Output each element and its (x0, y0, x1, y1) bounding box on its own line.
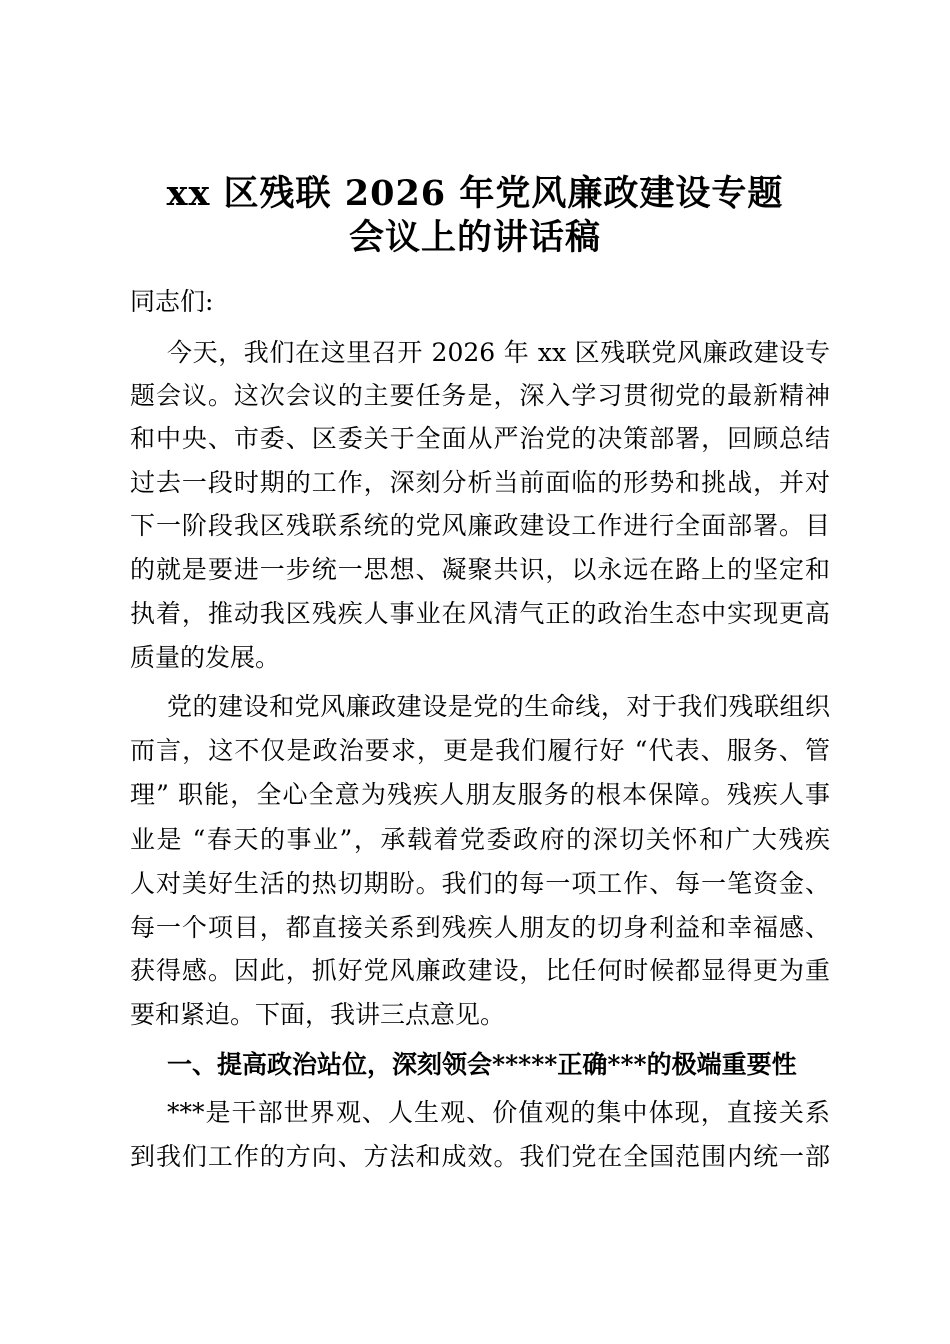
paragraph-1-line-2: 题会议。这次会议的主要任务是，深入学习贯彻党的最新精神 (130, 381, 830, 410)
section-heading-1: 一、提高政治站位，深刻领会*****正确***的极端重要性 (167, 1050, 797, 1079)
paragraph-2-line-3: 理” 职能，全心全意为残疾人朋友服务的根本保障。残疾人事 (130, 780, 830, 809)
paragraph-2-line-2: 而言，这不仅是政治要求，更是我们履行好 “代表、服务、管 (130, 736, 830, 765)
paragraph-2-line-4: 业是 “春天的事业”，承载着党委政府的深切关怀和广大残疾 (130, 825, 830, 854)
paragraph-1-line-6: 的就是要进一步统一思想、凝聚共识，以永远在路上的坚定和 (130, 555, 830, 584)
document-title-line-1: xx 区残联 2026 年党风廉政建设专题 (166, 173, 784, 214)
paragraph-1-line-8: 质量的发展。 (130, 643, 281, 672)
paragraph-1-line-3: 和中央、市委、区委关于全面从严治党的决策部署，回顾总结 (130, 424, 830, 453)
salutation: 同志们: (130, 287, 214, 316)
paragraph-1-line-1: 今天，我们在这里召开 2026 年 xx 区残联党风廉政建设专 (167, 338, 830, 367)
paragraph-2-line-1: 党的建设和党风廉政建设是党的生命线，对于我们残联组织 (167, 692, 830, 721)
paragraph-1-line-4: 过去一段时期的工作，深刻分析当前面临的形势和挑战，并对 (130, 468, 830, 497)
paragraph-1-line-5: 下一阶段我区残联系统的党风廉政建设工作进行全面部署。目 (130, 511, 830, 540)
paragraph-2-line-6: 每一个项目，都直接关系到残疾人朋友的切身利益和幸福感、 (130, 913, 830, 942)
paragraph-2-line-8: 要和紧迫。下面，我讲三点意见。 (130, 1000, 506, 1029)
paragraph-1-line-7: 执着，推动我区残疾人事业在风清气正的政治生态中实现更高 (130, 599, 830, 628)
paragraph-2-line-5: 人对美好生活的热切期盼。我们的每一项工作、每一笔资金、 (130, 869, 830, 898)
document-title-line-2: 会议上的讲话稿 (348, 217, 601, 258)
paragraph-3-line-2: 到我们工作的方向、方法和成效。我们党在全国范围内统一部 (130, 1142, 830, 1171)
paragraph-2-line-7: 获得感。因此，抓好党风廉政建设，比任何时候都显得更为重 (130, 956, 830, 985)
paragraph-3-line-1: ***是干部世界观、人生观、价值观的集中体现，直接关系 (167, 1098, 830, 1127)
